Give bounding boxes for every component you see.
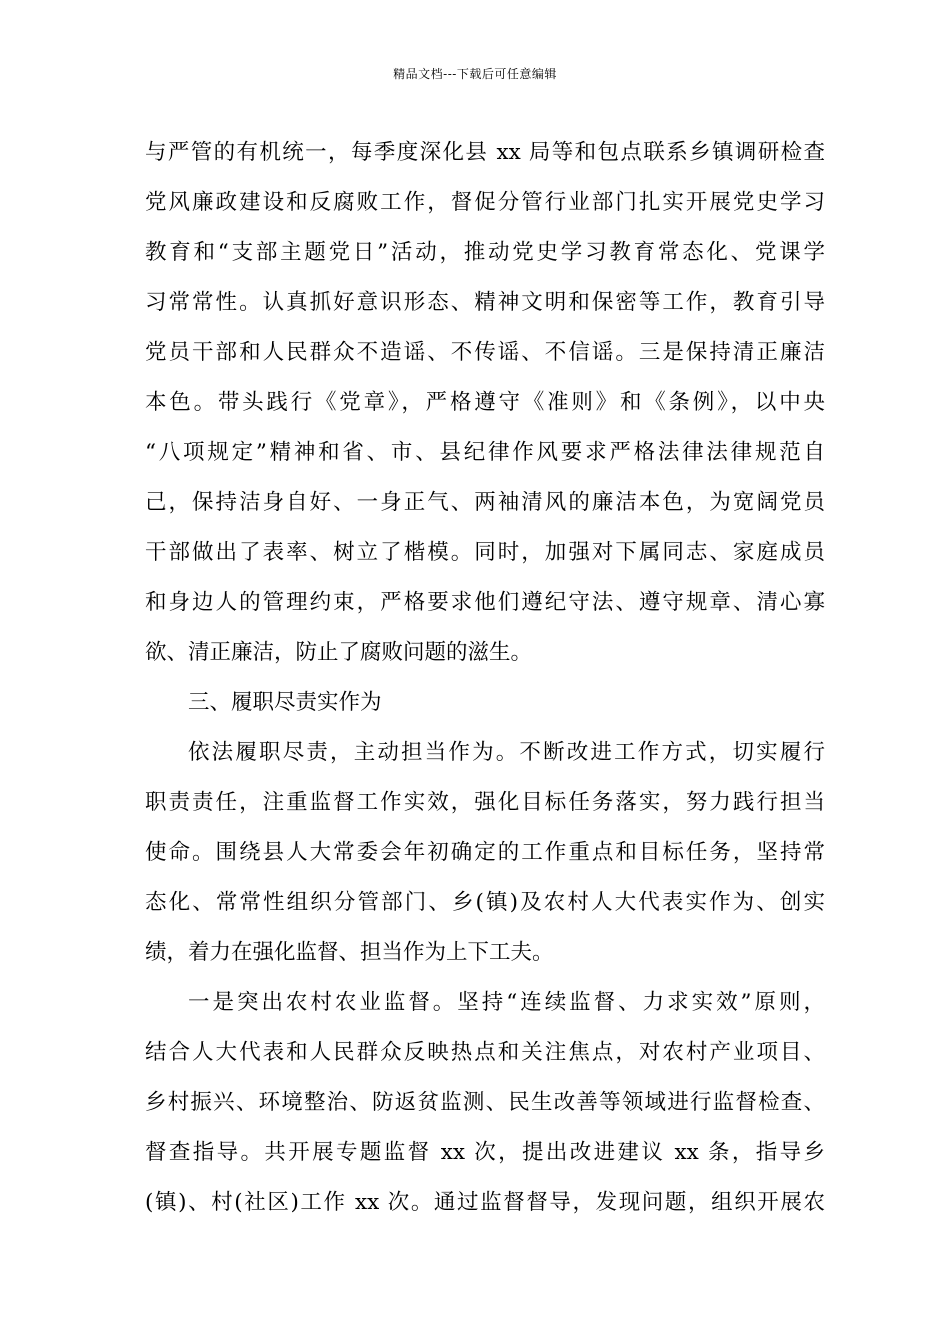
- text-line: 态化、常常性组织分管部门、乡(镇)及农村人大代表实作为、创实: [145, 890, 825, 915]
- document-body: [145, 128, 825, 1228]
- text-line: 干部做出了表率、树立了楷模。同时，加强对下属同志、家庭成员: [145, 540, 825, 565]
- text-line: 党风廉政建设和反腐败工作，督促分管行业部门扎实开展党史学习: [145, 190, 825, 215]
- text-line: 习常常性。认真抓好意识形态、精神文明和保密等工作，教育引导: [145, 290, 825, 315]
- page-header: 精品文档---下载后可任意编辑: [393, 67, 557, 81]
- text-line: 与严管的有机统一，每季度深化县 xx 局等和包点联系乡镇调研检查: [145, 140, 825, 165]
- text-line: 结合人大代表和人民群众反映热点和关注焦点，对农村产业项目、: [145, 1040, 825, 1065]
- text-line: 职责责任，注重监督工作实效，强化目标任务落实，努力践行担当: [145, 790, 825, 815]
- text-line: 教育和“支部主题党日”活动，推动党史学习教育常态化、党课学: [145, 240, 825, 265]
- text-line: 三、履职尽责实作为: [188, 690, 382, 715]
- text-line: “八项规定”精神和省、市、县纪律作风要求严格法律法律规范自: [145, 440, 825, 465]
- text-line: 欲、清正廉洁，防止了腐败问题的滋生。: [145, 640, 533, 665]
- text-line: 一是突出农村农业监督。坚持“连续监督、力求实效”原则，: [188, 990, 825, 1015]
- text-line: 使命。围绕县人大常委会年初确定的工作重点和目标任务，坚持常: [145, 840, 825, 865]
- text-line: 和身边人的管理约束，严格要求他们遵纪守法、遵守规章、清心寡: [145, 590, 825, 615]
- text-line: 督查指导。共开展专题监督 xx 次，提出改进建议 xx 条，指导乡: [145, 1140, 825, 1165]
- text-line: (镇)、村(社区)工作 xx 次。通过监督督导，发现问题，组织开展农: [145, 1190, 825, 1215]
- text-line: 乡村振兴、环境整治、防返贫监测、民生改善等领域进行监督检查、: [145, 1090, 825, 1115]
- text-line: 绩，着力在强化监督、担当作为上下工夫。: [145, 940, 554, 965]
- text-line: 己，保持洁身自好、一身正气、两袖清风的廉洁本色，为宽阔党员: [145, 490, 825, 515]
- text-line: 本色。带头践行《党章》，严格遵守《准则》和《条例》，以中央: [145, 390, 825, 415]
- text-line: 依法履职尽责，主动担当作为。不断改进工作方式，切实履行: [188, 740, 825, 765]
- text-line: 党员干部和人民群众不造谣、不传谣、不信谣。三是保持清正廉洁: [145, 340, 825, 365]
